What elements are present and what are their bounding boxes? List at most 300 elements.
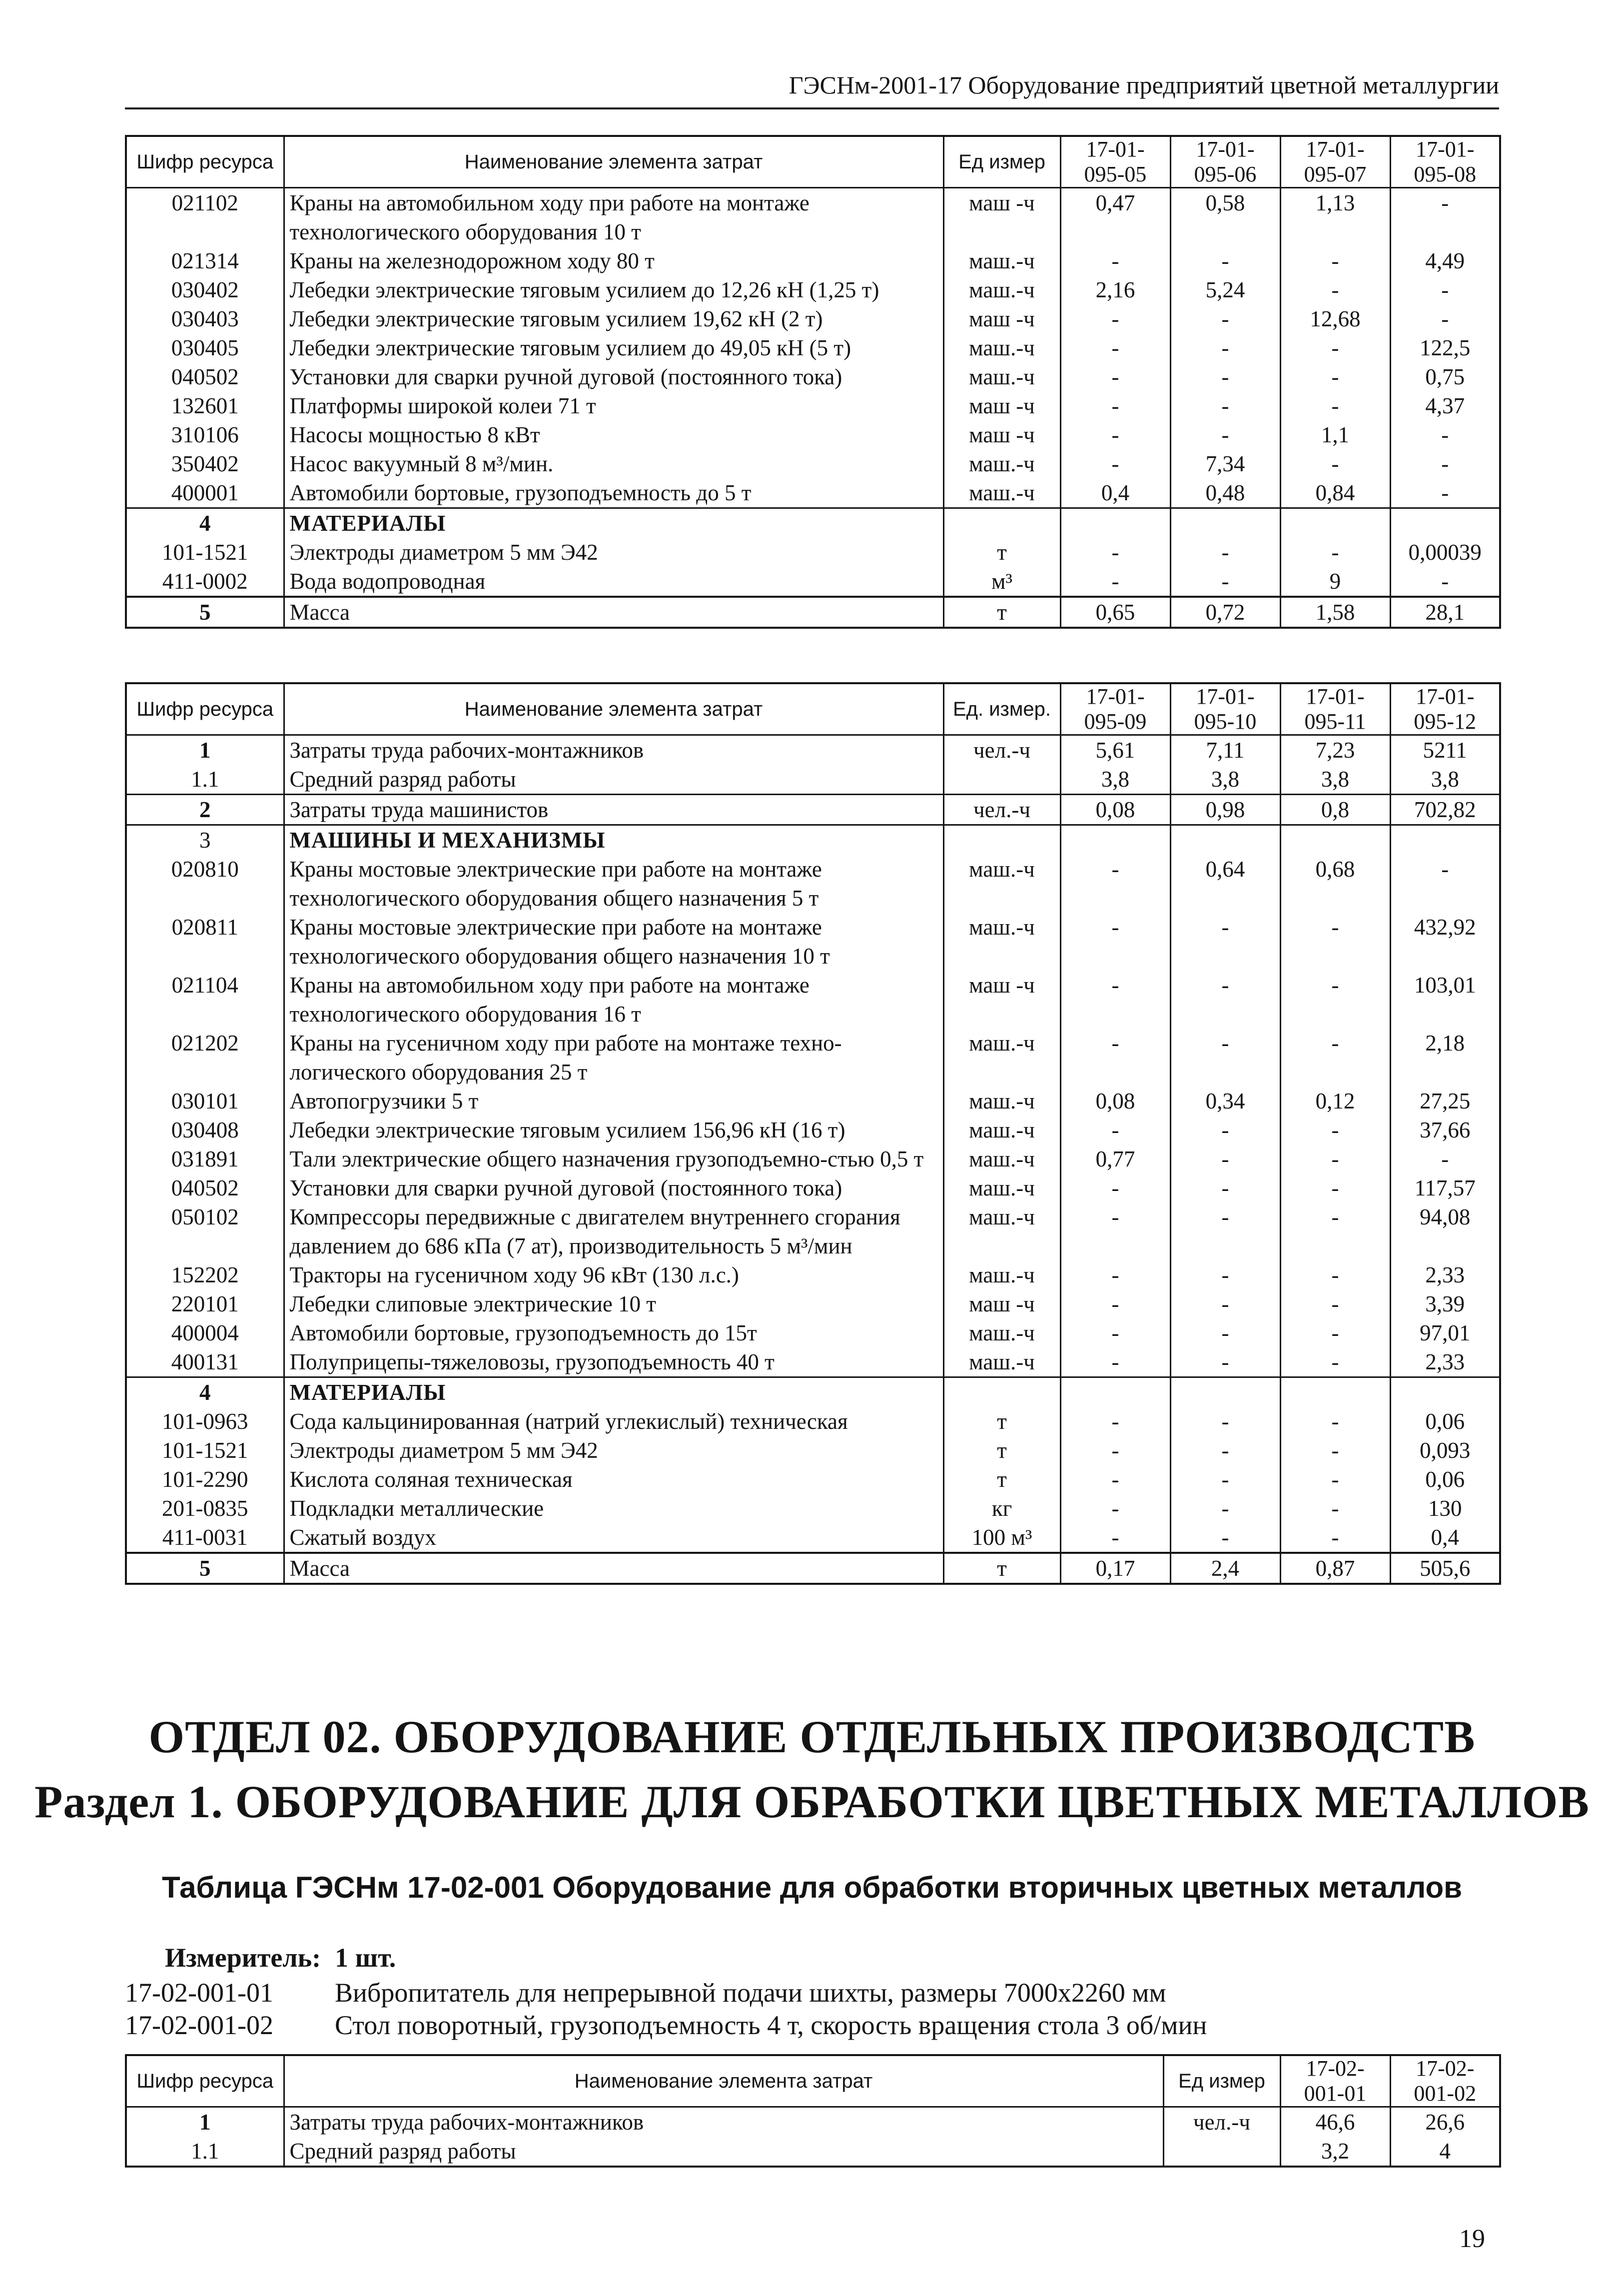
norm-value: - [1280,913,1390,971]
norm-value: - [1390,855,1500,913]
norm-value: - [1390,420,1500,449]
norm-value: 0,12 [1280,1087,1390,1116]
norm-value: - [1170,304,1280,333]
norm-value: 37,66 [1390,1116,1500,1144]
norm-value: - [1060,449,1170,478]
norm-value: 3,8 [1060,765,1170,795]
resource-name: Масса [284,597,943,628]
col-header-unit: Ед. измер. [943,683,1060,735]
norm-value [1390,825,1500,855]
norm-value: - [1280,1465,1390,1494]
resource-unit: маш.-ч [943,275,1060,304]
norm-value: - [1060,1436,1170,1465]
table-row [126,825,1500,855]
resource-unit: маш.-ч [943,246,1060,275]
col-header-unit: Ед измер [1163,2055,1280,2107]
table-row [126,1407,1500,1436]
resource-table-a [125,135,1501,629]
meter-line [165,1942,396,1974]
norm-value: - [1060,1173,1170,1202]
resource-name: Краны на железнодорожном ходу 80 т [284,246,943,275]
table-row [126,2107,1500,2137]
table-row [126,304,1500,333]
work-code: 17-02-001-01 [125,1978,273,2008]
norm-value [1280,825,1390,855]
col-header-norm: 17-01-095-07 [1280,136,1390,188]
norm-value: 4 [1390,2137,1500,2167]
norm-value: 2,4 [1170,1553,1280,1584]
resource-unit: т [943,1407,1060,1436]
table-row [126,1087,1500,1116]
norm-value: 2,33 [1390,1260,1500,1289]
resource-unit: т [943,1465,1060,1494]
norm-value: 702,82 [1390,795,1500,825]
resource-code: 020811 [126,913,284,971]
norm-value: - [1170,1347,1280,1377]
resource-name: Тракторы на гусеничном ходу 96 кВт (130 л.с.) [284,1260,943,1289]
work-item [125,2009,1207,2041]
norm-value: 2,33 [1390,1347,1500,1377]
norm-value: - [1280,1029,1390,1087]
norm-value: - [1170,1144,1280,1173]
norm-value [1390,508,1500,538]
resource-name: Полуприцепы-тяжеловозы, грузоподъемность 40 т [284,1347,943,1377]
resource-unit [943,765,1060,795]
norm-value: 0,84 [1280,478,1390,508]
page-number: 19 [1459,2225,1485,2253]
norm-value [1390,1377,1500,1407]
norm-value: - [1060,1260,1170,1289]
norm-value: 0,58 [1170,188,1280,247]
resource-name: Лебедки электрические тяговым усилием 19,62 кН (2 т) [284,304,943,333]
department-title: ОТДЕЛ 02. ОБОРУДОВАНИЕ ОТДЕЛЬНЫХ ПРОИЗВОДСТВ [148,1711,1476,1762]
resource-name: Средний разряд работы [284,765,943,795]
norm-value: - [1170,971,1280,1029]
resource-unit: маш.-ч [943,913,1060,971]
resource-unit: т [943,1436,1060,1465]
resource-name: Подкладки металлические [284,1494,943,1523]
table-row [126,1553,1500,1584]
resource-name: Затраты труда машинистов [284,795,943,825]
norm-value: 432,92 [1390,913,1500,971]
resource-code: 021104 [126,971,284,1029]
table-row [126,449,1500,478]
norm-value: 0,48 [1170,478,1280,508]
resource-name: Автомобили бортовые, грузоподъемность до 5 т [284,478,943,508]
resource-unit: маш.-ч [943,1029,1060,1087]
norm-value: 3,8 [1280,765,1390,795]
norm-value: - [1170,246,1280,275]
norm-value: 0,06 [1390,1407,1500,1436]
table-row [126,971,1500,1029]
resource-unit [943,508,1060,538]
resource-name: Лебедки слиповые электрические 10 т [284,1289,943,1318]
resource-code: 1 [126,735,284,765]
norm-value: - [1060,391,1170,420]
resource-name: Лебедки электрические тяговым усилием до 12,26 кН (1,25 т) [284,275,943,304]
resource-name: Электроды диаметром 5 мм Э42 [284,538,943,567]
resource-name: Затраты труда рабочих-монтажников [284,735,943,765]
resource-code: 021314 [126,246,284,275]
norm-value: - [1280,1347,1390,1377]
resource-code: 201-0835 [126,1494,284,1523]
resource-code: 030101 [126,1087,284,1116]
norm-value: - [1170,1407,1280,1436]
norm-value [1060,508,1170,538]
resource-unit: маш.-ч [943,449,1060,478]
norm-value: - [1280,1173,1390,1202]
resource-code: 220101 [126,1289,284,1318]
norm-value [1280,508,1390,538]
norm-value [1060,1377,1170,1407]
norm-value: - [1280,1407,1390,1436]
col-header-norm: 17-02-001-02 [1390,2055,1500,2107]
norm-value: - [1060,420,1170,449]
norm-value: - [1060,362,1170,391]
resource-table-c [125,2054,1501,2168]
norm-value: 28,1 [1390,597,1500,628]
resource-unit: кг [943,1494,1060,1523]
resource-unit: т [943,597,1060,628]
resource-unit: маш -ч [943,188,1060,247]
resource-unit: 100 м³ [943,1523,1060,1553]
resource-unit: маш.-ч [943,362,1060,391]
col-header-code: Шифр ресурса [126,683,284,735]
table-row [126,765,1500,795]
norm-value: - [1280,1436,1390,1465]
resource-code: 040502 [126,362,284,391]
col-header-norm: 17-01-095-06 [1170,136,1280,188]
norm-value: 7,23 [1280,735,1390,765]
norm-value: - [1060,333,1170,362]
resource-code: 1.1 [126,2137,284,2167]
running-head: ГЭСНм-2001-17 Оборудование предприятий цветной металлургии [789,71,1499,99]
resource-code: 101-2290 [126,1465,284,1494]
resource-unit: маш.-ч [943,333,1060,362]
norm-value: 1,1 [1280,420,1390,449]
resource-unit: т [943,1553,1060,1584]
norm-value: - [1280,971,1390,1029]
norm-value: 0,34 [1170,1087,1280,1116]
resource-unit: чел.-ч [943,735,1060,765]
norm-value: - [1170,1116,1280,1144]
norm-value: 4,37 [1390,391,1500,420]
resource-code: 030405 [126,333,284,362]
resource-code: 021202 [126,1029,284,1087]
resource-unit: маш.-ч [943,855,1060,913]
table-row [126,1436,1500,1465]
table-row [126,333,1500,362]
resource-unit: м³ [943,567,1060,597]
norm-value: - [1390,567,1500,597]
norm-value: - [1390,1144,1500,1173]
resource-name: Масса [284,1553,943,1584]
table-title: Таблица ГЭСНм 17-02-001 Оборудование для обработки вторичных цветных металлов [161,1871,1463,1904]
resource-unit: маш -ч [943,420,1060,449]
norm-value: - [1390,275,1500,304]
resource-code: 031891 [126,1144,284,1173]
norm-value: - [1060,1318,1170,1347]
norm-value: - [1170,333,1280,362]
resource-code: 1.1 [126,765,284,795]
norm-value [1170,1377,1280,1407]
resource-name: Тали электрические общего назначения грузоподъемно-стью 0,5 т [284,1144,943,1173]
norm-value: - [1060,971,1170,1029]
norm-value: 46,6 [1280,2107,1390,2137]
resource-name: Краны мостовые электрические при работе на монтаже технологического оборудования общего назначения 10 т [284,913,943,971]
resource-code: 4 [126,508,284,538]
resource-name: Насосы мощностью 8 кВт [284,420,943,449]
norm-value: - [1170,420,1280,449]
resource-name: Средний разряд работы [284,2137,1163,2167]
resource-unit [943,1377,1060,1407]
resource-unit: маш.-ч [943,1318,1060,1347]
resource-unit: маш -ч [943,304,1060,333]
norm-value: - [1060,1494,1170,1523]
norm-value: - [1390,478,1500,508]
resource-name: Установки для сварки ручной дуговой (постоянного тока) [284,1173,943,1202]
table-row [126,1029,1500,1087]
table-row [126,1465,1500,1494]
resource-name: Сода кальцинированная (натрий углекислый) техническая [284,1407,943,1436]
norm-value: - [1280,1523,1390,1553]
resource-name: Кислота соляная техническая [284,1465,943,1494]
resource-name: Вода водопроводная [284,567,943,597]
resource-unit: маш.-ч [943,1202,1060,1260]
norm-value: - [1280,1116,1390,1144]
norm-value: 0,093 [1390,1436,1500,1465]
col-header-norm: 17-01-095-09 [1060,683,1170,735]
table-row [126,795,1500,825]
section-title: Раздел 1. ОБОРУДОВАНИЕ ДЛЯ ОБРАБОТКИ ЦВЕТНЫХ МЕТАЛЛОВ [34,1776,1590,1827]
resource-code: 5 [126,597,284,628]
norm-value: - [1170,1465,1280,1494]
col-header-name: Наименование элемента затрат [284,136,943,188]
resource-name: Краны на автомобильном ходу при работе на монтаже технологического оборудования 10 т [284,188,943,247]
norm-value: - [1060,538,1170,567]
norm-value [1060,825,1170,855]
resource-name: Затраты труда рабочих-монтажников [284,2107,1163,2137]
norm-value: 505,6 [1390,1553,1500,1584]
table-header-row [126,136,1500,188]
resource-unit: чел.-ч [1163,2107,1280,2137]
norm-value: - [1280,449,1390,478]
resource-code: 411-0031 [126,1523,284,1553]
resource-code: 310106 [126,420,284,449]
norm-value: 3,2 [1280,2137,1390,2167]
norm-value: 3,8 [1390,765,1500,795]
resource-unit: т [943,538,1060,567]
table-row [126,246,1500,275]
norm-value: 0,87 [1280,1553,1390,1584]
norm-value: - [1280,1494,1390,1523]
norm-value: 0,65 [1060,597,1170,628]
norm-value: - [1170,1523,1280,1553]
norm-value: - [1170,1202,1280,1260]
resource-code: 152202 [126,1260,284,1289]
norm-value: - [1390,304,1500,333]
resource-unit: маш.-ч [943,1144,1060,1173]
norm-value: 117,57 [1390,1173,1500,1202]
table-row [126,1173,1500,1202]
table-row [126,855,1500,913]
col-header-unit: Ед измер [943,136,1060,188]
norm-value: 4,49 [1390,246,1500,275]
norm-value: 26,6 [1390,2107,1500,2137]
norm-value: 0,8 [1280,795,1390,825]
col-header-name: Наименование элемента затрат [284,683,943,735]
table-row [126,478,1500,508]
table-row [126,1318,1500,1347]
table-row [126,508,1500,538]
resource-name: МАШИНЫ И МЕХАНИЗМЫ [284,825,943,855]
resource-code: 1 [126,2107,284,2137]
norm-value: 12,68 [1280,304,1390,333]
norm-value: 0,00039 [1390,538,1500,567]
resource-unit: маш.-ч [943,1260,1060,1289]
resource-unit: маш.-ч [943,1347,1060,1377]
norm-value: 27,25 [1390,1087,1500,1116]
table-row [126,1494,1500,1523]
table-row [126,1116,1500,1144]
resource-code: 411-0002 [126,567,284,597]
resource-code: 101-1521 [126,538,284,567]
norm-value: 103,01 [1390,971,1500,1029]
norm-value: - [1170,1260,1280,1289]
norm-value [1170,508,1280,538]
work-code: 17-02-001-02 [125,2010,273,2040]
norm-value: 0,4 [1060,478,1170,508]
resource-code: 020810 [126,855,284,913]
norm-value: - [1390,449,1500,478]
resource-code: 050102 [126,1202,284,1260]
norm-value: 0,47 [1060,188,1170,247]
norm-value: 0,98 [1170,795,1280,825]
norm-value: 1,58 [1280,597,1390,628]
norm-value: - [1170,538,1280,567]
resource-unit: маш -ч [943,391,1060,420]
resource-code: 030408 [126,1116,284,1144]
resource-unit: маш.-ч [943,1087,1060,1116]
table-header-row [126,683,1500,735]
resource-name: МАТЕРИАЛЫ [284,1377,943,1407]
norm-value: 0,75 [1390,362,1500,391]
norm-value: - [1060,1407,1170,1436]
resource-table-b [125,682,1501,1585]
table-row [126,1523,1500,1553]
norm-value: 0,64 [1170,855,1280,913]
resource-name: Лебедки электрические тяговым усилием до 49,05 кН (5 т) [284,333,943,362]
norm-value: - [1280,1260,1390,1289]
resource-name: Краны на гусеничном ходу при работе на монтаже техно-логического оборудования 25 т [284,1029,943,1087]
resource-code: 030403 [126,304,284,333]
table-row [126,735,1500,765]
col-header-norm: 17-01-095-12 [1390,683,1500,735]
header-rule [125,107,1499,109]
norm-value: 94,08 [1390,1202,1500,1260]
resource-unit: маш.-ч [943,1116,1060,1144]
col-header-norm: 17-02-001-01 [1280,2055,1390,2107]
norm-value: - [1170,1173,1280,1202]
resource-name: Платформы широкой колеи 71 т [284,391,943,420]
resource-code: 5 [126,1553,284,1584]
norm-value: 0,08 [1060,1087,1170,1116]
resource-unit: чел.-ч [943,795,1060,825]
col-header-name: Наименование элемента затрат [284,2055,1163,2107]
resource-name: Электроды диаметром 5 мм Э42 [284,1436,943,1465]
norm-value: - [1170,567,1280,597]
resource-name: Лебедки электрические тяговым усилием 156,96 кН (16 т) [284,1116,943,1144]
norm-value: 122,5 [1390,333,1500,362]
table-row [126,913,1500,971]
work-description: Стол поворотный, грузоподъемность 4 т, скорость вращения стола 3 об/мин [335,2010,1207,2040]
col-header-norm: 17-01-095-08 [1390,136,1500,188]
resource-code: 2 [126,795,284,825]
norm-value: 0,08 [1060,795,1170,825]
resource-unit: маш -ч [943,1289,1060,1318]
resource-code: 400001 [126,478,284,508]
norm-value: 2,18 [1390,1029,1500,1087]
table-row [126,2137,1500,2167]
norm-value: - [1170,362,1280,391]
norm-value: - [1060,1116,1170,1144]
meter-value: 1 шт. [335,1943,396,1973]
resource-name: Компрессоры передвижные с двигателем внутреннего сгорания давлением до 686 кПа (7 ат), производительность 5 м³/мин [284,1202,943,1260]
table-row [126,275,1500,304]
table-row [126,362,1500,391]
resource-name: Установки для сварки ручной дуговой (постоянного тока) [284,362,943,391]
norm-value: 5,24 [1170,275,1280,304]
resource-unit [943,825,1060,855]
norm-value: - [1170,1289,1280,1318]
resource-unit: маш.-ч [943,1173,1060,1202]
norm-value: 7,34 [1170,449,1280,478]
norm-value: - [1280,1289,1390,1318]
norm-value: - [1170,1494,1280,1523]
norm-value: - [1170,1318,1280,1347]
norm-value: 0,17 [1060,1553,1170,1584]
resource-code: 040502 [126,1173,284,1202]
norm-value: - [1170,1436,1280,1465]
norm-value: 0,68 [1280,855,1390,913]
table-row [126,597,1500,628]
col-header-norm: 17-01-095-10 [1170,683,1280,735]
table-row [126,1289,1500,1318]
meter-label: Измеритель: [165,1943,321,1973]
norm-value: - [1280,1318,1390,1347]
norm-value: - [1060,1523,1170,1553]
table-row [126,1144,1500,1173]
resource-unit: маш.-ч [943,478,1060,508]
norm-value: - [1280,275,1390,304]
resource-name: Автопогрузчики 5 т [284,1087,943,1116]
norm-value: - [1060,567,1170,597]
table-row [126,391,1500,420]
table-row [126,188,1500,247]
resource-code: 3 [126,825,284,855]
norm-value: 5,61 [1060,735,1170,765]
resource-code: 400004 [126,1318,284,1347]
resource-name: Краны мостовые электрические при работе на монтаже технологического оборудования общего назначения 5 т [284,855,943,913]
norm-value: - [1280,538,1390,567]
table-row [126,420,1500,449]
col-header-code: Шифр ресурса [126,136,284,188]
norm-value: 1,13 [1280,188,1390,247]
norm-value [1170,825,1280,855]
col-header-norm: 17-01-095-11 [1280,683,1390,735]
norm-value: 9 [1280,567,1390,597]
norm-value: 97,01 [1390,1318,1500,1347]
